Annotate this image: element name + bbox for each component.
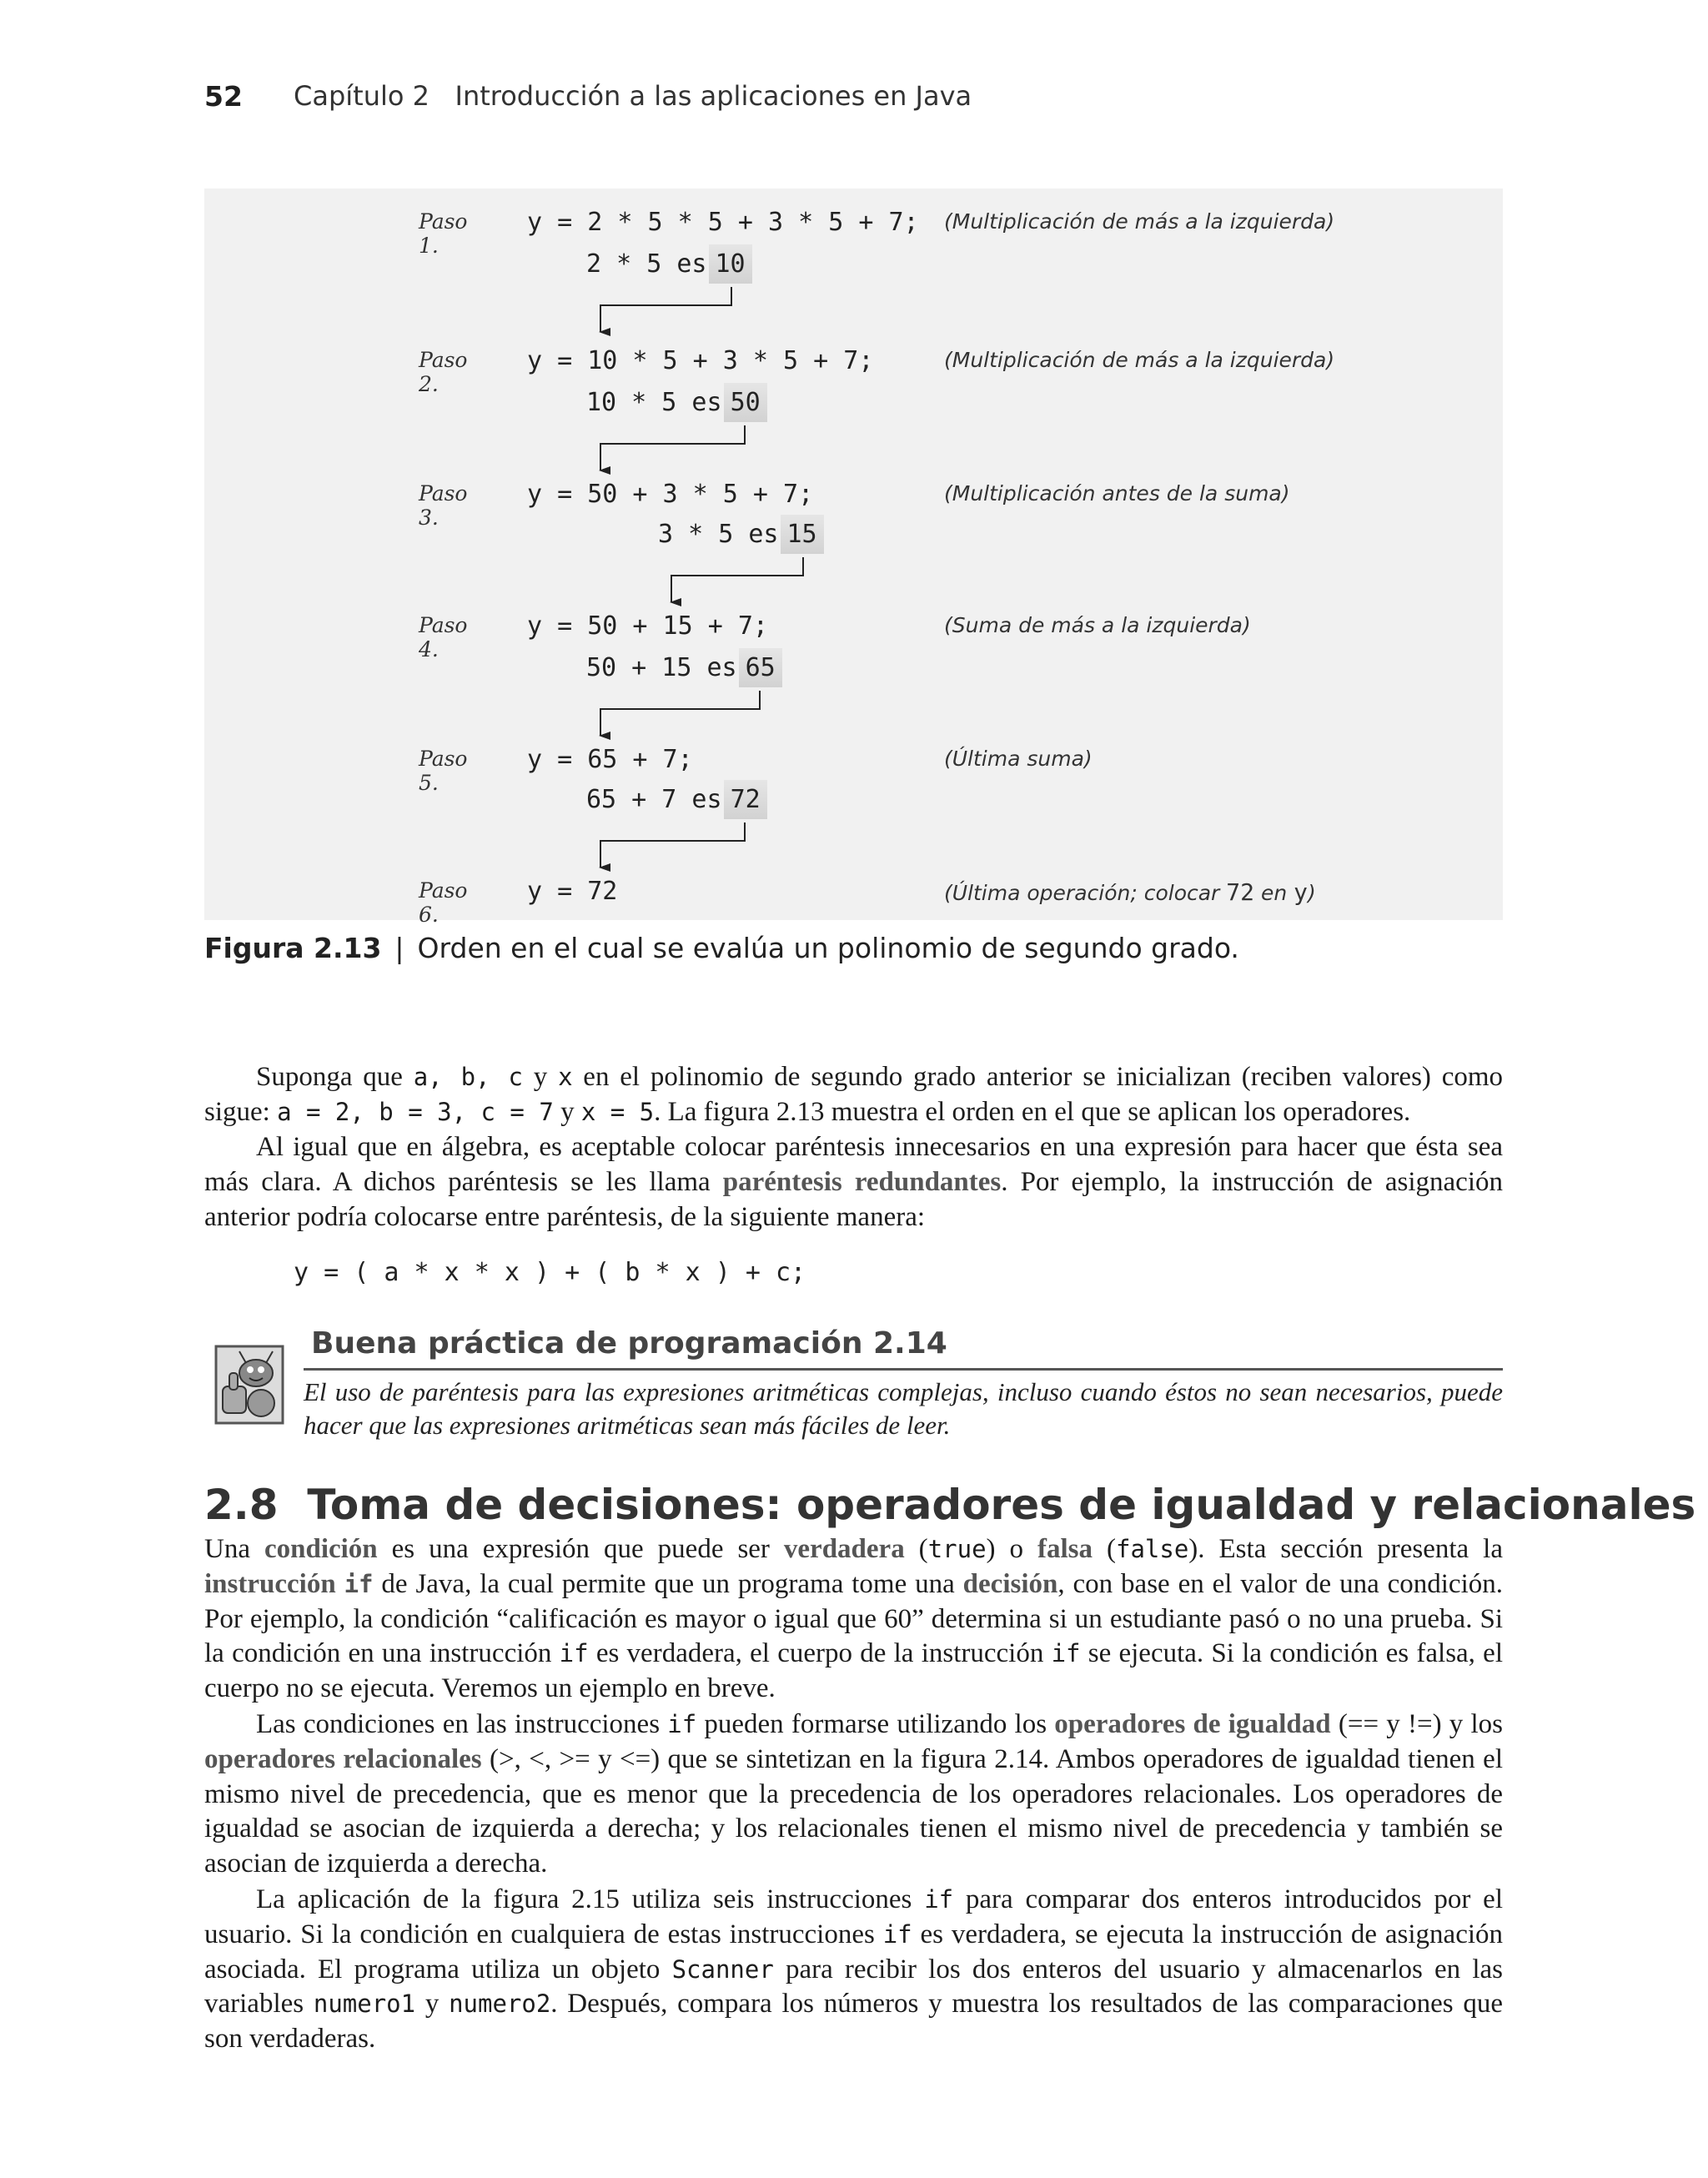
sub-calculation-3: 3 * 5 es 15 [658,515,824,554]
tip-text: El uso de paréntesis para las expresiones aritméticas complejas, incluso cuando éstos no sean necesarios, puede hacer que las expresiones aritméticas sean más fáciles de leer. [304,1377,1503,1440]
thumbs-up-bug-icon [213,1343,286,1426]
tip-divider [304,1368,1503,1371]
figure-label: Figura 2.13 [204,932,382,964]
step-label: Paso 1. [419,209,468,258]
step-expression: y = 2 * 5 * 5 + 3 * 5 + 7; [527,208,919,237]
term-decision: decisión [962,1568,1058,1599]
step-label: Paso 6. [419,878,468,927]
term-true: verdadera [783,1534,905,1564]
paragraph-operators: Las condiciones en las instrucciones if pueden formarse utilizando los operadores de igualdad (== y !=) y los operadores relacionales (>, <, >= y <=) que se sintetizan en la figura 2.14. Ambos operadores de igualdad tienen el mismo nivel de precedencia, que es menor que la precedencia de los operadores relacionales. Los operadores de igualdad se asocian de izquierda a derecha; y los relacionales tienen el mismo nivel de precedencia y también se asocian de izquierda a derecha. [204,1709,1504,1879]
paragraph-redundant-parentheses: Al igual que en álgebra, es aceptable colocar paréntesis innecesarios en una expresión para hacer que ésta sea más clara. A dichos paréntesis se les llama paréntesis redundantes. Por ejemplo, la instrucción de asignación anterior podría colocarse entre paréntesis, de la siguiente manera: [204,1132,1503,1232]
term-redundant-parentheses: paréntesis redundantes [722,1166,1002,1197]
arrow-step4 [600,691,760,736]
arrow-step2 [600,425,745,470]
step-note: (Multiplicación antes de la suma) [944,481,1290,506]
result-highlight: 72 [724,780,767,819]
step-expression: y = 50 + 3 * 5 + 7; [527,480,814,509]
step-expression: y = 10 * 5 + 3 * 5 + 7; [527,346,874,375]
figure-caption [204,932,1239,964]
result-highlight: 15 [781,515,824,554]
result-highlight: 65 [739,648,782,687]
term-relational-operators: operadores relacionales [204,1743,482,1774]
code-example: y = ( a * x * x ) + ( b * x ) + c; [294,1258,806,1287]
result-highlight: 50 [724,383,767,422]
step-note: (Última suma) [944,747,1093,771]
sub-calculation-5: 65 + 7 es 72 [586,780,767,819]
caption-text: Orden en el cual se evalúa un polinomio de segundo grado. [417,932,1239,964]
paragraph-application: La aplicación de la figura 2.15 utiliza seis instrucciones if para comparar dos enteros introducidos por el usuario. Si la condición en cualquiera de estas instrucciones if es verdadera, se ejecuta la instrucción de asignación asociada. El programa utiliza un objeto Scanner para recibir los dos enteros del usuario y almacenarlos en las variables numero1 y numero2. Después, compara los números y muestra los resultados de las comparaciones que son verdaderas. [204,1884,1504,2055]
term-condition: condición [264,1534,378,1564]
arrow-step1 [600,287,731,332]
step-note: (Multiplicación de más a la izquierda) [944,209,1335,234]
term-equality-operators: operadores de igualdad [1054,1709,1331,1739]
sub-calculation-2: 10 * 5 es 50 [586,383,767,422]
step-expression: y = 72 [527,877,618,906]
sub-calculation-4: 50 + 15 es 65 [586,648,782,687]
evaluation-arrows [204,189,1503,920]
step-label: Paso 4. [419,613,468,661]
step-expression: y = 65 + 7; [527,745,693,774]
arrow-step5 [600,822,745,868]
step-expression: y = 50 + 15 + 7; [527,611,768,641]
step-label: Paso 2. [419,348,468,396]
running-title: Capítulo 2 Introducción a las aplicaciones en Java [294,80,972,112]
step-label: Paso 3. [419,481,468,530]
step-note: (Suma de más a la izquierda) [944,613,1251,637]
term-false: falsa [1037,1534,1093,1564]
page-number: 52 [204,80,243,113]
figure-2-13 [204,189,1503,927]
section-heading: 2.8 Toma de decisiones: operadores de igualdad y relacionales [204,1481,1696,1529]
caption-separator: | [394,932,404,964]
tip-title: Buena práctica de programación 2.14 [311,1326,947,1361]
result-highlight: 10 [709,244,752,284]
paragraph-conditions: Una condición es una expresión que puede ser verdadera (true) o falsa (false). Esta sección presenta la instrucción if de Java, la cual permite que un programa tome una decisión, con base en el valor de una condición. Por ejemplo, la condición “calificación es mayor o igual que 60” determina si un estudiante pasó o no una prueba. Si la condición en una instrucción if es verdadera, el cuerpo de la instrucción if se ejecuta. Si la condición es falsa, el cuerpo no se ejecuta. Veremos un ejemplo en breve. [204,1534,1503,1704]
term-if-statement: instrucción [204,1568,336,1599]
sub-calculation-1: 2 * 5 es 10 [586,244,752,284]
arrow-step3 [671,557,803,602]
step-note: (Última operación; colocar 72 en y) [944,878,1316,906]
step-label: Paso 5. [419,747,468,795]
paragraph-initialization: Suponga que a, b, c y x en el polinomio de segundo grado anterior se inicializan (reciben valores) como sigue: a = 2, b = 3, c = 7 y x = 5. La figura 2.13 muestra el orden en el que se aplican los operadores. [204,1062,1504,1127]
step-note: (Multiplicación de más a la izquierda) [944,348,1335,372]
